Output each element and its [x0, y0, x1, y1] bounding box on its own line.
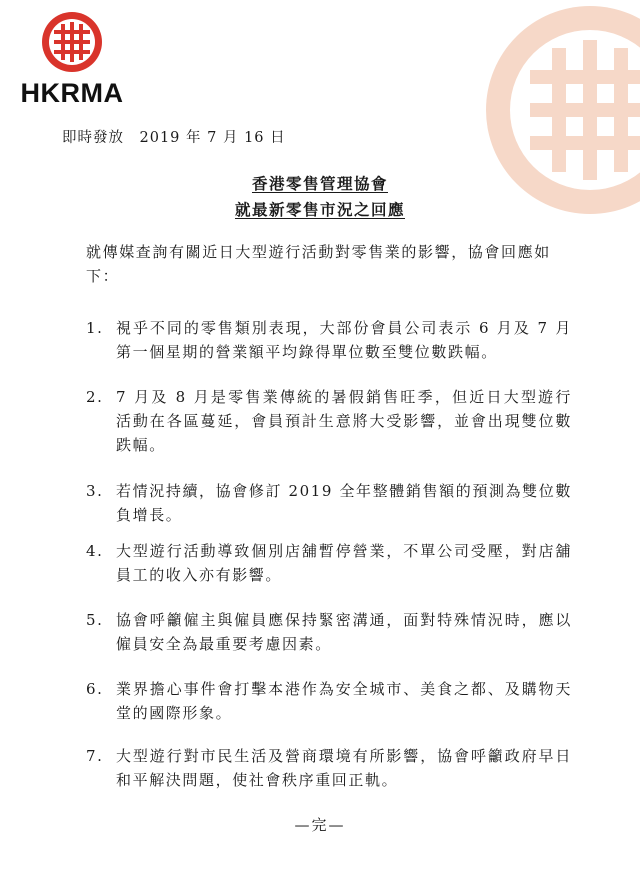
list-item-number: 3. — [86, 482, 104, 500]
list-item-text: 7 月及 8 月是零售業傳統的暑假銷售旺季，但近日大型遊行活動在各區蔓延，會員預計生意將大受影響，並會出現雙位數跌幅。 — [116, 388, 572, 454]
list-item — [86, 677, 572, 725]
logo-text: HKRMA — [20, 78, 124, 108]
list-item-number: 7. — [86, 747, 104, 765]
list-item — [86, 479, 572, 527]
list-item-number: 6. — [86, 680, 104, 698]
hkrma-logo — [14, 10, 130, 106]
list-item-text: 協會呼籲僱主與僱員應保持緊密溝通，面對特殊情況時，應以僱員安全為最重要考慮因素。 — [116, 611, 572, 653]
list-item — [86, 316, 572, 364]
list-item-text: 業界擔心事件會打擊本港作為安全城市、美食之都、及購物天堂的國際形象。 — [116, 680, 572, 722]
list-item — [86, 744, 572, 792]
hkrma-emblem-icon — [40, 10, 104, 74]
list-item-number: 5. — [86, 611, 104, 629]
document-title-line1: 香港零售管理協會 — [251, 174, 388, 193]
list-item — [86, 539, 572, 587]
document-title-line2: 就最新零售市況之回應 — [234, 200, 405, 219]
release-dateline: 即時發放 2019 年 7 月 16 日 — [62, 130, 286, 146]
list-item-number: 1. — [86, 319, 104, 337]
list-item — [86, 608, 572, 656]
list-item-text: 大型遊行對市民生活及營商環境有所影響，協會呼籲政府早日和平解決問題，使社會秩序重回正軌。 — [116, 747, 572, 789]
list-item-text: 大型遊行活動導致個別店舖暫停營業，不單公司受壓，對店舖員工的收入亦有影響。 — [116, 542, 572, 584]
list-item-number: 4. — [86, 542, 104, 560]
end-mark: —完— — [294, 816, 346, 834]
intro-paragraph: 就傳媒查詢有關近日大型遊行活動對零售業的影響，協會回應如下： — [86, 243, 551, 285]
list-item-text: 若情況持續，協會修訂 2019 全年整體銷售額的預測為雙位數負增長。 — [116, 482, 572, 524]
list-item-number: 2. — [86, 388, 104, 406]
list-item — [86, 385, 572, 457]
list-item-text: 視乎不同的零售類別表現，大部份會員公司表示 6 月及 7 月第一個星期的營業額平均錄得單位數至雙位數跌幅。 — [116, 319, 572, 361]
